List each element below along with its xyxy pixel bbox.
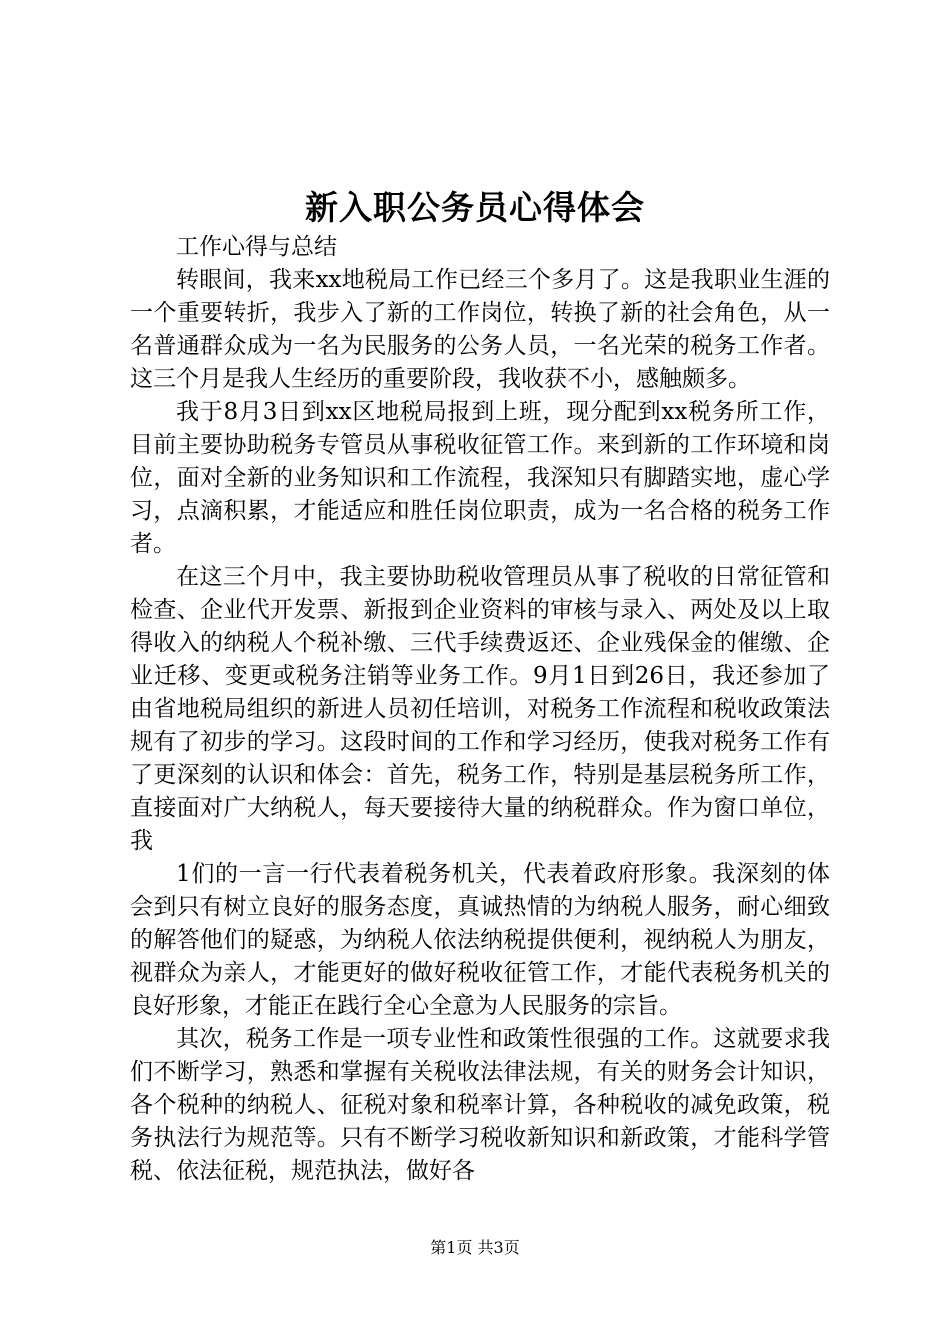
- paragraph: 在这三个月中，我主要协助税收管理员从事了税收的日常征管和检查、企业代开发票、新报到企业资料的审核与录入、两处及以上取得收入的纳税人个税补缴、三代手续费返还、企业残保金的催缴、企业迁移、变更或税务注销等业务工作。9月1日到26日，我还参加了由省地税局组织的新进人员初任培训，对税务工作流程和税收政策法规有了初步的学习。这段时间的工作和学习经历，使我对税务工作有了更深刻的认识和体会：首先，税务工作，特别是基层税务所工作，直接面对广大纳税人，每天要接待大量的纳税群众。作为窗口单位，我: [130, 564, 830, 854]
- page-footer: 第1页 共3页: [430, 1238, 520, 1257]
- document-body: [130, 231, 830, 1188]
- paragraph: 1们的一言一行代表着税务机关，代表着政府形象。我深刻的体会到只有树立良好的服务态度，真诚热情的为纳税人服务，耐心细致的解答他们的疑惑，为纳税人依法纳税提供便利，视纳税人为朋友，视群众为亲人，才能更好的做好税收征管工作，才能代表税务机关的良好形象，才能正在践行全心全意为人民服务的宗旨。: [130, 861, 830, 1019]
- paragraph: 我于8月3日到xx区地税局报到上班，现分配到xx税务所工作，目前主要协助税务专管员从事税收征管工作。来到新的工作环境和岗位，面对全新的业务知识和工作流程，我深知只有脚踏实地，虚心学习，点滴积累，才能适应和胜任岗位职责，成为一名合格的税务工作者。: [130, 399, 830, 557]
- document-title: 新入职公务员心得体会: [305, 188, 645, 227]
- paragraph: 其次，税务工作是一项专业性和政策性很强的工作。这就要求我们不断学习，熟悉和掌握有关税收法律法规，有关的财务会计知识，各个税种的纳税人、征税对象和税率计算，各种税收的减免政策，税务执法行为规范等。只有不断学习税收新知识和新政策，才能科学管税、依法征税，规范执法，做好各: [130, 1026, 830, 1184]
- paragraph-subtitle: 工作心得与总结: [176, 234, 337, 260]
- paragraph: 转眼间，我来xx地税局工作已经三个多月了。这是我职业生涯的一个重要转折，我步入了新的工作岗位，转换了新的社会角色，从一名普通群众成为一名为民服务的公务人员，一名光荣的税务工作者。这三个月是我人生经历的重要阶段，我收获不小，感触颇多。: [130, 267, 830, 392]
